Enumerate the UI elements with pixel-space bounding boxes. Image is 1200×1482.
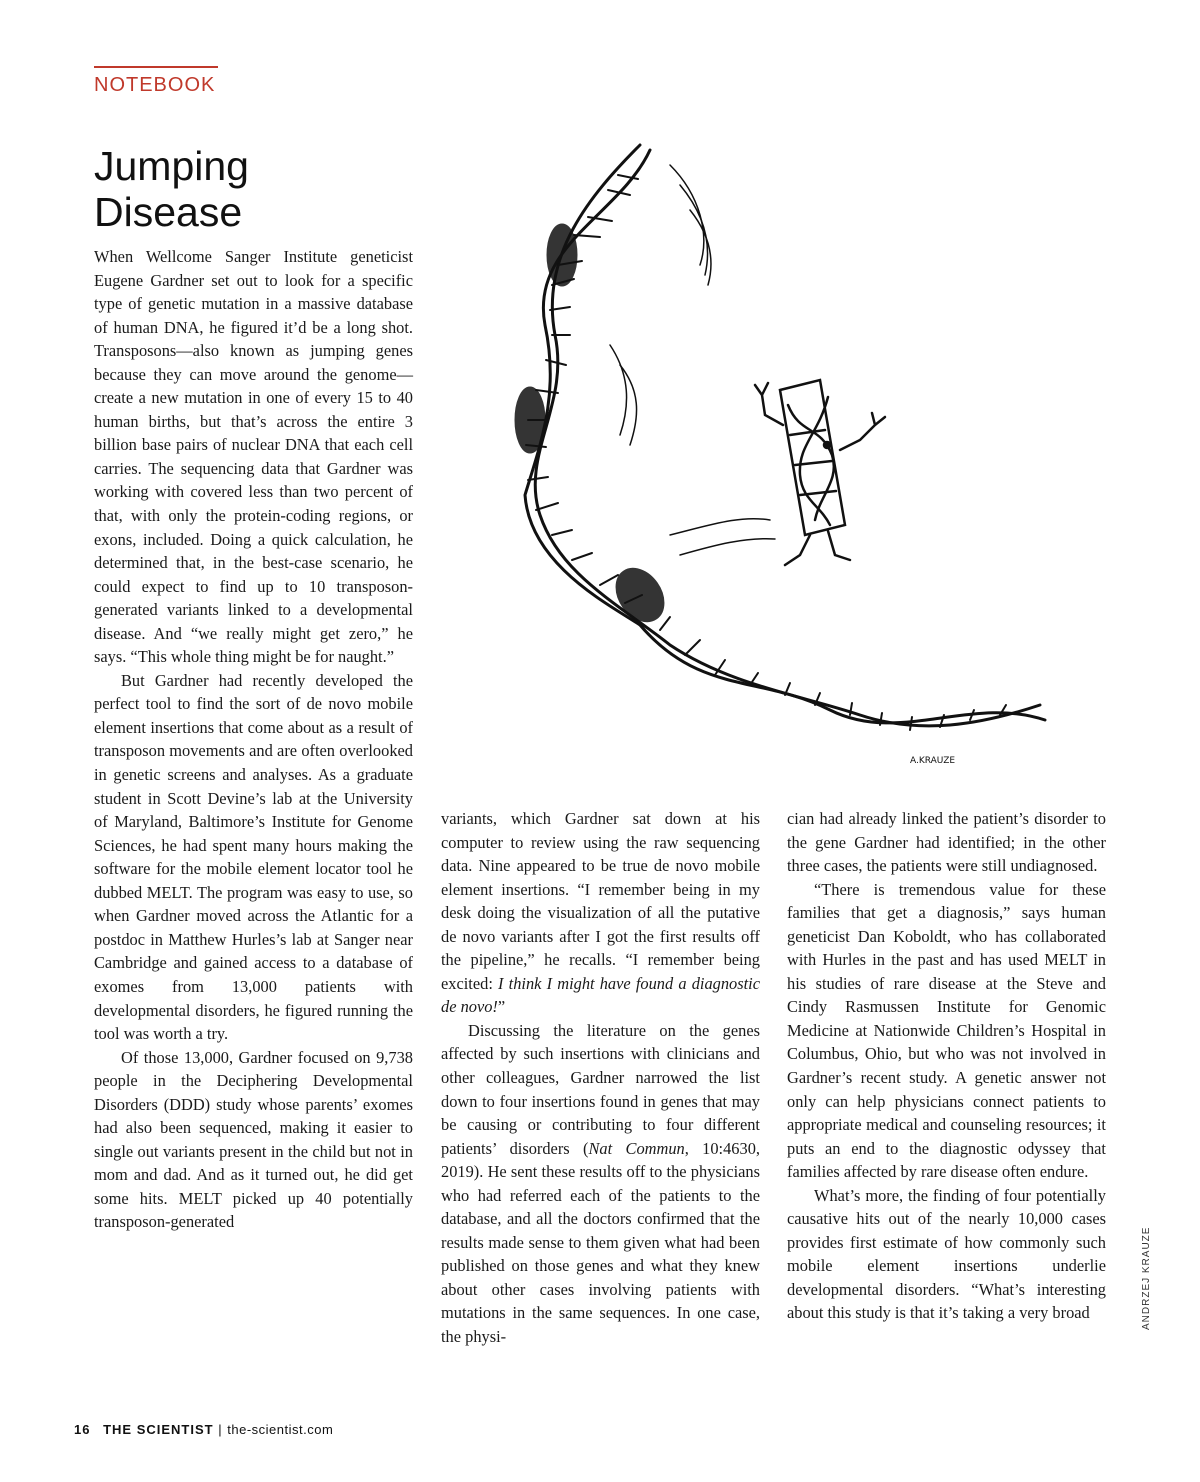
col2-p2-text-a: Discussing the literature on the genes affected by such insertions with clinicians and other colleagues, Gardner narrowed the list down to four insertions found in genes that may be causing or contributing to four different patients’ disorders ( [441,1020,760,1158]
text-column-1 [94,245,413,1234]
col2-paragraph-1 [441,807,760,1019]
col3-paragraph-2: “There is tremendous value for these families that get a diagnosis,” says human geneticist Dan Koboldt, who has collaborated with Hurles in the past and has used MELT in his studies of rare disease at the Steve and Cindy Rasmussen Institute for Genomic Medicine at Nationwide Children’s Hospital in Columbus, Ohio, but who was not involved in Gardner’s recent study. A genetic answer not only can help physicians connect patients to appropriate medical and counseling resources; it puts an end to the diagnostic odyssey that families affected by rare disease often endure. [787,879,1106,1182]
footer-separator: | [218,1422,223,1437]
dna-helix-illustration [500,135,1070,775]
col3-paragraph-1: cian had already linked the patient’s disorder to the gene Gardner had identified; in the other three cases, the patients were still undiagnosed. [787,809,1106,876]
page-number: 16 [74,1422,91,1437]
col1-paragraph-1: When Wellcome Sanger Institute geneticist Eugene Gardner set out to look for a specific type of genetic mutation in a massive database of human DNA, he figured it’d be a long shot. Transposons—also known as jumping genes because they can move around the genome—create a new mutation in one of every 15 to 40 human births, but that’s across the entire 3 billion base pairs of nuclear DNA that each cell carries. The sequencing data that Gardner was working with covered less than two percent of that, with only the protein-coding regions, or exons, included. Doing a quick calculation, he determined that, in the best-case scenario, he could expect to find up to 10 transposon-generated variants linked to a developmental disease. And “we really might get zero,” he says. “This whole thing might be for naught.” [94,247,413,667]
text-column-2 [441,807,760,1349]
title-line-1: Jumping [94,143,249,189]
col2-p1-text-b: ” [497,997,506,1017]
col2-p1-italic: I think I might have found a diagnostic de novo! [441,973,760,1017]
illustration-signature: A.KRAUZE [910,756,956,766]
col2-paragraph-2 [441,1019,760,1349]
section-rule [94,66,218,68]
illustration-credit: ANDRZEJ KRAUZE [1141,1226,1152,1330]
col2-p2-text-b: , 10:4630, 2019). He sent these results off to the physicians who had referred each of the patients to the database, and all the doctors confirmed that the results made sense to them given what had been published on those genes and what they knew about other cases involving patients with mutations in the same sequences. In one case, the physi- [441,1138,760,1347]
footer-url[interactable]: the-scientist.com [227,1422,334,1437]
section-label: NOTEBOOK [94,74,216,96]
text-column-3 [787,807,1106,1325]
article-title [94,143,249,235]
col1-paragraph-2: But Gardner had recently developed the perfect tool to find the sort of de novo mobile element insertions that come about as a result of transposon movements and are often overlooked in genetic screens and analyses. As a graduate student in Scott Devine’s lab at the University of Maryland, Baltimore’s Institute for Genome Sciences, he had spent many hours making the software for the mobile element locator tool he dubbed MELT. The program was easy to use, so when Gardner moved across the Atlantic for a postdoc in Matthew Hurles’s lab at Sanger near Cambridge and gained access to a database of exomes from 13,000 patients with developmental disorders, he figured running the tool was worth a try. [94,670,413,1044]
col2-p2-citation: Nat Commun [588,1138,685,1158]
title-line-2: Disease [94,189,243,235]
col3-paragraph-3: What’s more, the finding of four potentially causative hits out of the nearly 10,000 cases provides first estimate of how commonly such mobile element insertions underlie developmental disorders. “What’s interesting about this study is that it’s taking a very broad [787,1185,1106,1323]
col2-p1-text-a: variants, which Gardner sat down at his computer to review using the raw sequencing data. Nine appeared to be true de novo mobile element insertions. “I remember being in my desk doing the visualization of all the putative de novo variants after I got the first results off the pipeline,” he recalls. “I remember being excited: [441,809,760,993]
col1-paragraph-3: Of those 13,000, Gardner focused on 9,738 people in the Deciphering Developmental Disorders (DDD) study whose parents’ exomes had also been sequenced, making it easier to single out variants present in the child but not in mom and dad. And as it turned out, he did get some hits. MELT picked up 40 potentially transposon-generated [94,1047,413,1232]
page-footer [74,1422,333,1437]
magazine-name: THE SCIENTIST [103,1422,214,1437]
